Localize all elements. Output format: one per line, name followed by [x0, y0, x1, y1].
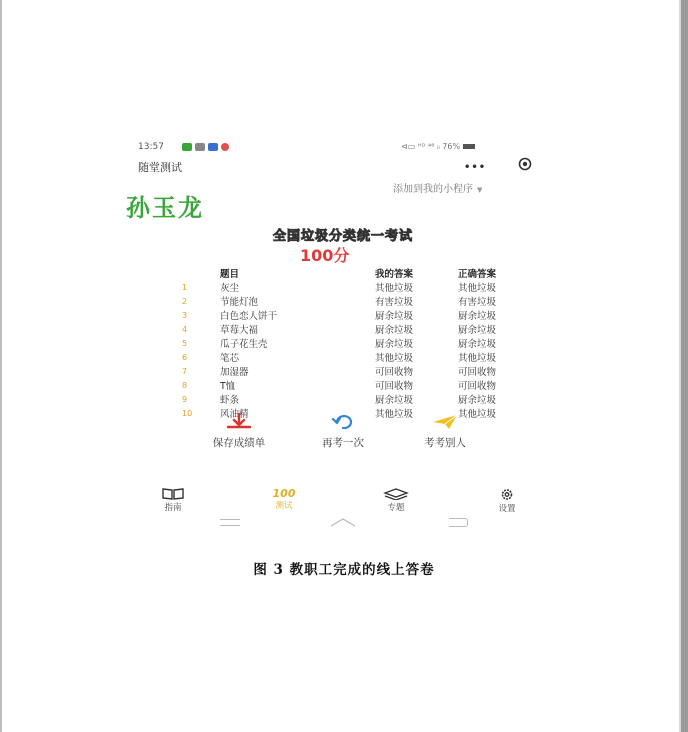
- tab-guide-label: 指南: [164, 503, 182, 513]
- close-miniprogram-icon[interactable]: [518, 157, 532, 171]
- header-correct-answer: 正确答案: [458, 269, 497, 280]
- add-to-my-miniprograms[interactable]: [393, 180, 482, 195]
- add-to-miniprogram-label: 添加到我的小程序: [393, 184, 473, 195]
- battery-icon: [463, 144, 475, 149]
- download-icon: [222, 413, 256, 431]
- more-options-button[interactable]: •••: [464, 162, 487, 173]
- table-row: [170, 364, 520, 378]
- my-answer-cell: 其他垃圾: [375, 353, 414, 364]
- question-number: 8: [182, 380, 188, 390]
- table-row: [170, 378, 520, 392]
- dropdown-caret-icon: ▼: [477, 186, 483, 194]
- layers-icon: [383, 488, 409, 500]
- challenge-others-label: 考考别人: [424, 437, 466, 449]
- my-answer-cell: 厨余垃圾: [375, 339, 414, 350]
- question-cell: 风油精: [220, 409, 249, 420]
- figure-caption: 图 3 教职工完成的线上答卷: [253, 562, 435, 578]
- question-number: 6: [182, 352, 188, 362]
- retake-exam-button[interactable]: [303, 413, 383, 450]
- table-row: [170, 308, 520, 322]
- question-number: 2: [182, 296, 188, 306]
- question-number: 1: [182, 282, 188, 292]
- save-scorecard-button[interactable]: [194, 413, 284, 450]
- my-answer-cell: 其他垃圾: [375, 409, 414, 420]
- hundred-score-icon: 100: [272, 487, 296, 500]
- exam-title: 全国垃圾分类统一考试: [272, 229, 413, 244]
- my-answer-cell: 厨余垃圾: [375, 325, 414, 336]
- open-book-icon: [161, 488, 185, 500]
- question-cell: 白色恋人饼干: [220, 311, 278, 322]
- home-icon[interactable]: [328, 517, 358, 527]
- tab-guide[interactable]: [153, 488, 193, 513]
- question-number: 9: [182, 394, 188, 404]
- correct-answer-cell: 其他垃圾: [458, 353, 497, 364]
- miniprogram-title: 随堂测试: [138, 161, 182, 174]
- tab-settings[interactable]: [487, 488, 527, 514]
- table-row: [170, 350, 520, 364]
- correct-answer-cell: 其他垃圾: [458, 283, 497, 294]
- correct-answer-cell: 厨余垃圾: [458, 395, 497, 406]
- question-cell: 草莓大福: [220, 325, 259, 336]
- tab-settings-label: 设置: [498, 504, 516, 514]
- question-number: 5: [182, 338, 188, 348]
- table-row: [170, 280, 520, 294]
- tab-test[interactable]: [264, 488, 304, 511]
- retake-exam-label: 再考一次: [322, 437, 364, 449]
- question-cell: 瓜子花生壳: [220, 339, 268, 350]
- table-row: [170, 322, 520, 336]
- status-time: 13:57: [138, 142, 164, 152]
- phone-status-bar: [138, 141, 538, 155]
- correct-answer-cell: 有害垃圾: [458, 297, 497, 308]
- question-number: 7: [182, 366, 188, 376]
- save-scorecard-label: 保存成绩单: [212, 437, 266, 449]
- header-question: 题目: [220, 269, 240, 280]
- app-notification-icon: [208, 143, 218, 151]
- table-row: [170, 294, 520, 308]
- question-cell: 加湿器: [220, 367, 249, 378]
- my-answer-cell: 可回收物: [375, 381, 414, 392]
- page-border-right: [681, 0, 688, 732]
- gear-icon: [498, 488, 516, 501]
- tab-topics-label: 专题: [387, 503, 405, 513]
- my-answer-cell: 可回收物: [375, 367, 414, 378]
- bottom-tab-bar: [150, 488, 530, 514]
- table-row: [170, 392, 520, 406]
- question-cell: 笔芯: [220, 353, 240, 364]
- tab-topics[interactable]: [376, 488, 416, 513]
- correct-answer-cell: 可回收物: [458, 367, 497, 378]
- retry-arrow-icon: [326, 413, 360, 431]
- page-border-left: [0, 0, 2, 732]
- my-answer-cell: 其他垃圾: [375, 283, 414, 294]
- back-icon[interactable]: [449, 518, 468, 527]
- notification-icons: [182, 143, 229, 151]
- exam-score: 100分: [300, 246, 350, 265]
- table-header-row: [170, 266, 520, 280]
- my-answer-cell: 厨余垃圾: [375, 311, 414, 322]
- my-answer-cell: 有害垃圾: [375, 297, 414, 308]
- menu-icon[interactable]: [220, 519, 240, 526]
- question-cell: 节能灯泡: [220, 297, 259, 308]
- question-cell: 虾条: [220, 395, 240, 406]
- question-number: 10: [182, 408, 193, 418]
- header-my-answer: 我的答案: [375, 269, 414, 280]
- question-cell: 灰尘: [220, 283, 240, 294]
- question-number: 3: [182, 310, 188, 320]
- status-indicator-text: ⊲▭ ᴴᴰ ⁴⁶ ᵢₗ 76%: [401, 142, 461, 151]
- app-notification-icon: [221, 143, 229, 151]
- tab-test-label: 测试: [275, 501, 293, 511]
- challenge-others-button[interactable]: [408, 413, 482, 450]
- question-number: 4: [182, 324, 188, 334]
- table-row: [170, 336, 520, 350]
- send-paper-plane-icon: [428, 413, 462, 431]
- system-navigation-bar: [218, 517, 473, 527]
- status-indicators: [401, 142, 475, 151]
- correct-answer-cell: 可回收物: [458, 381, 497, 392]
- header-number: [170, 266, 220, 280]
- user-name: 孙玉龙: [126, 194, 204, 222]
- correct-answer-cell: 厨余垃圾: [458, 325, 497, 336]
- correct-answer-cell: 其他垃圾: [458, 409, 497, 420]
- answer-results-table: [170, 266, 520, 420]
- wechat-notification-icon: [182, 143, 192, 151]
- correct-answer-cell: 厨余垃圾: [458, 311, 497, 322]
- correct-answer-cell: 厨余垃圾: [458, 339, 497, 350]
- app-notification-icon: [195, 143, 205, 151]
- my-answer-cell: 厨余垃圾: [375, 395, 414, 406]
- question-cell: T恤: [220, 381, 236, 392]
